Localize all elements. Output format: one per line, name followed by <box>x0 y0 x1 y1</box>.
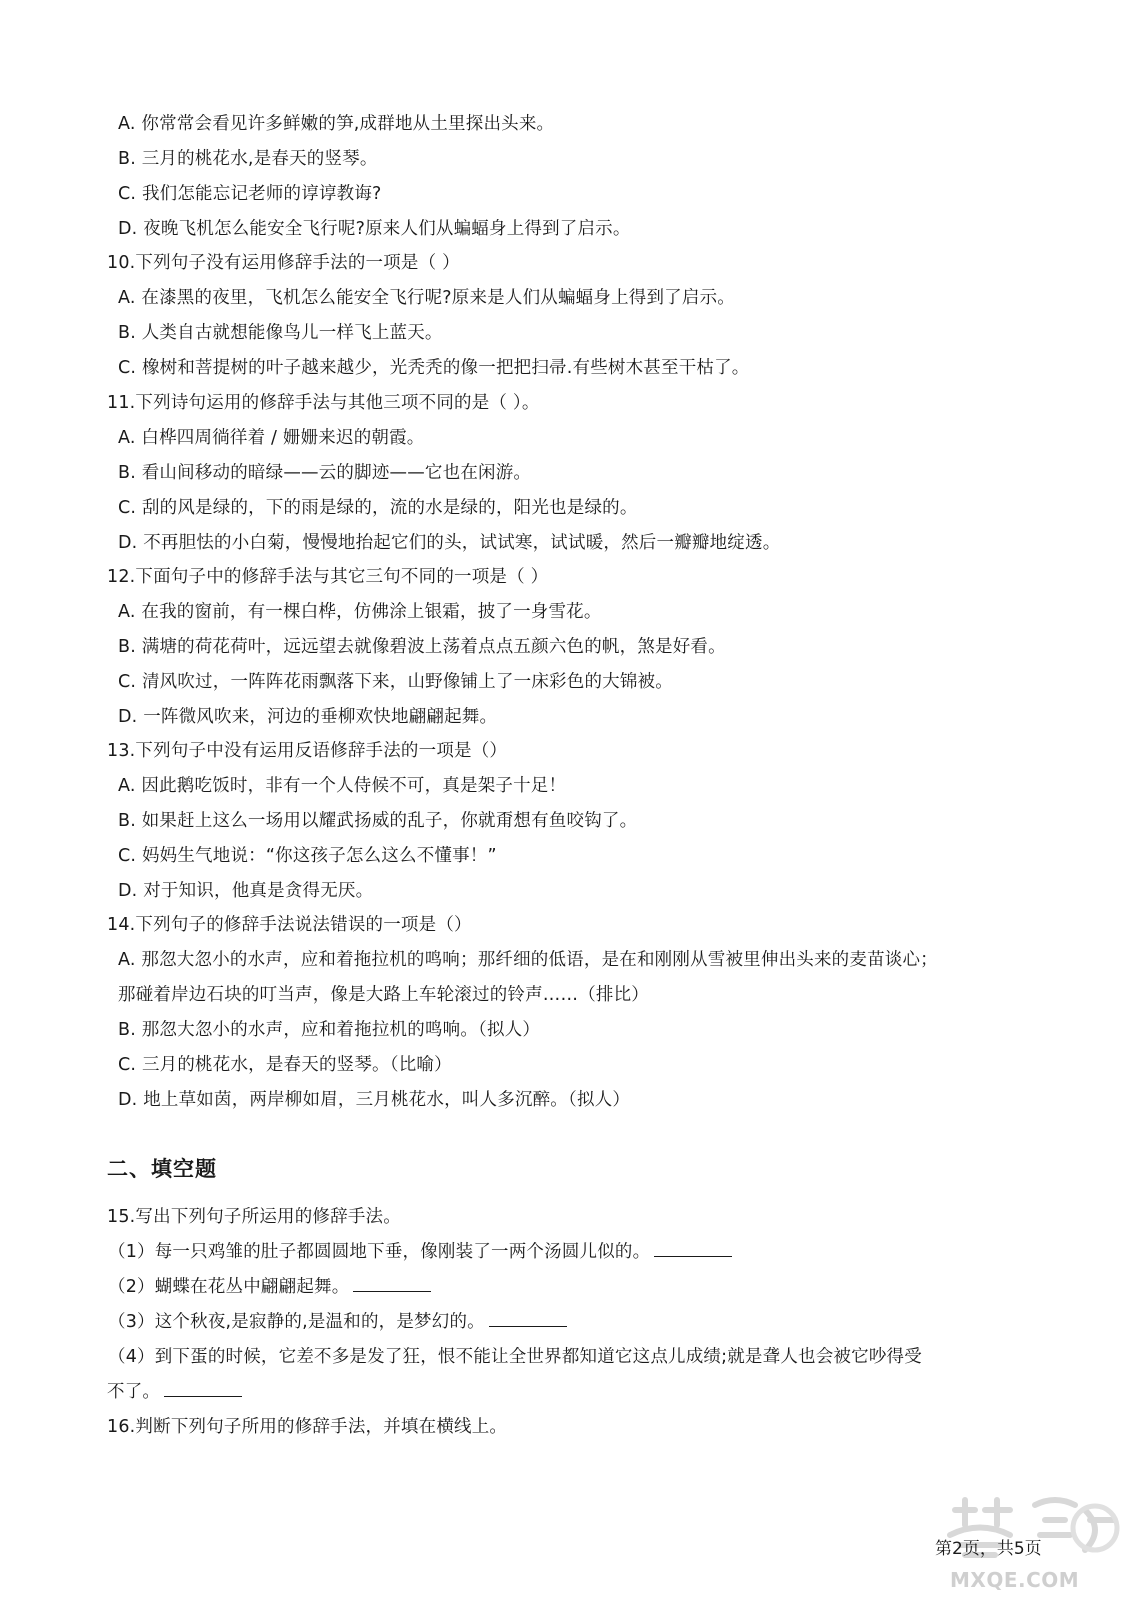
q11-option-d: D. 不再胆怯的小白菊，慢慢地抬起它们的头，试试寒，试试暖，然后一瓣瓣地绽透。 <box>118 533 781 553</box>
answer-blank[interactable] <box>164 1379 242 1397</box>
q15-item-2 <box>108 1274 431 1300</box>
section-fill-in-title: 二、填空题 <box>107 1157 217 1181</box>
q9-option-c: C. 我们怎能忘记老师的谆谆教诲? <box>118 184 382 204</box>
q10-option-c: C. 橡树和菩提树的叶子越来越少，光秃秃的像一把把扫帚.有些树木甚至干枯了。 <box>118 358 750 378</box>
q13-stem: 13.下列句子中没有运用反语修辞手法的一项是（） <box>107 741 508 761</box>
q14-option-a-continued: 那碰着岸边石块的叮当声，像是大路上车轮滚过的铃声……（排比） <box>118 985 649 1005</box>
q9-option-a: A. 你常常会看见许多鲜嫩的笋,成群地从土里探出头来。 <box>118 114 555 134</box>
q14-option-d: D. 地上草如茵，两岸柳如眉，三月桃花水，叫人多沉醉。（拟人） <box>118 1090 631 1110</box>
q13-option-a: A. 因此鹅吃饭时，非有一个人侍候不可，真是架子十足！ <box>118 776 567 796</box>
q13-option-c: C. 妈妈生气地说：“你这孩子怎么这么不懂事！” <box>118 846 497 866</box>
q10-stem: 10.下列句子没有运用修辞手法的一项是（ ） <box>107 253 460 273</box>
q10-option-b: B. 人类自古就想能像鸟儿一样飞上蓝天。 <box>118 323 443 343</box>
q12-option-d: D. 一阵微风吹来，河边的垂柳欢快地翩翩起舞。 <box>118 707 498 727</box>
q15-stem: 15.写出下列句子所运用的修辞手法。 <box>107 1207 401 1227</box>
answer-blank[interactable] <box>654 1239 732 1257</box>
q15-item-2-text: （2）蝴蝶在花丛中翩翩起舞。 <box>108 1277 350 1297</box>
q9-option-d: D. 夜晚飞机怎么能安全飞行呢?原来人们从蝙蝠身上得到了启示。 <box>118 219 631 239</box>
q11-stem: 11.下列诗句运用的修辞手法与其他三项不同的是（ ）。 <box>107 393 540 413</box>
answer-blank[interactable] <box>353 1274 431 1292</box>
q14-stem: 14.下列句子的修辞手法说法错误的一项是（） <box>107 915 472 935</box>
q15-item-3-text: （3）这个秋夜,是寂静的,是温和的，是梦幻的。 <box>108 1312 485 1332</box>
q13-option-d: D. 对于知识，他真是贪得无厌。 <box>118 881 374 901</box>
q12-option-b: B. 满塘的荷花荷叶，远远望去就像碧波上荡着点点五颜六色的帆，煞是好看。 <box>118 637 726 657</box>
q12-option-c: C. 清风吹过，一阵阵花雨飘落下来，山野像铺上了一床彩色的大锦被。 <box>118 672 673 692</box>
q14-option-c: C. 三月的桃花水，是春天的竖琴。（比喻） <box>118 1055 452 1075</box>
q11-option-a: A. 白桦四周徜徉着 / 姗姗来迟的朝霞。 <box>118 428 425 448</box>
q15-item-4: （4）到下蛋的时候，它差不多是发了狂，恨不能让全世界都知道它这点儿成绩;就是聋人也会被它吵得受 <box>108 1347 922 1367</box>
q14-option-b: B. 那忽大忽小的水声，应和着拖拉机的鸣响。（拟人） <box>118 1020 541 1040</box>
q15-item-4-continued <box>107 1379 242 1405</box>
watermark-text: MXQE.COM <box>950 1568 1080 1592</box>
q15-item-1-text: （1）每一只鸡雏的肚子都圆圆地下垂，像刚装了一两个汤圆儿似的。 <box>108 1242 651 1262</box>
q15-item-1 <box>108 1239 732 1265</box>
q15-item-4-continued-text: 不了。 <box>107 1382 161 1402</box>
q14-option-a: A. 那忽大忽小的水声，应和着拖拉机的鸣响；那纤细的低语，是在和刚刚从雪被里伸出头来的麦苗谈心； <box>118 950 938 970</box>
q9-option-b: B. 三月的桃花水,是春天的竖琴。 <box>118 149 378 169</box>
q13-option-b: B. 如果赶上这么一场用以耀武扬威的乱子，你就甭想有鱼咬钩了。 <box>118 811 638 831</box>
q11-option-b: B. 看山间移动的暗绿——云的脚迹——它也在闲游。 <box>118 463 532 483</box>
q10-option-a: A. 在漆黑的夜里，飞机怎么能安全飞行呢?原来是人们从蝙蝠身上得到了启示。 <box>118 288 735 308</box>
q12-stem: 12.下面句子中的修辞手法与其它三句不同的一项是（ ） <box>107 567 549 587</box>
answer-blank[interactable] <box>489 1309 567 1327</box>
page-number: 第2页，共5页 <box>935 1539 1042 1559</box>
q16-stem: 16.判断下列句子所用的修辞手法，并填在横线上。 <box>107 1417 508 1437</box>
q11-option-c: C. 刮的风是绿的，下的雨是绿的，流的水是绿的，阳光也是绿的。 <box>118 498 638 518</box>
q15-item-3 <box>108 1309 567 1335</box>
q12-option-a: A. 在我的窗前，有一棵白桦，仿佛涂上银霜，披了一身雪花。 <box>118 602 602 622</box>
